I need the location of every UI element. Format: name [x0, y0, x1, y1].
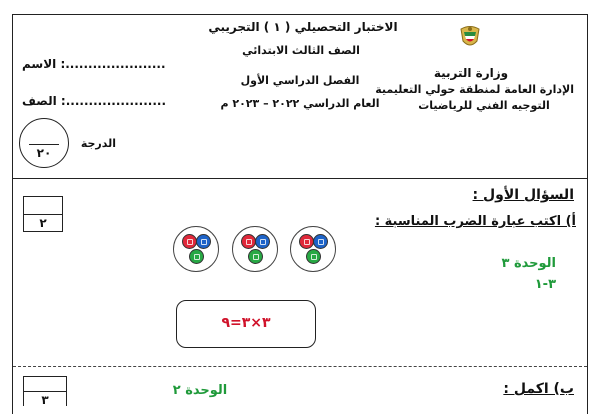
section-separator [13, 366, 587, 367]
school-year: العام الدراسي ٢٠٢٢ – ٢٠٢٣ م [220, 97, 380, 110]
grade-total: ٢٠ [36, 146, 52, 160]
grade-level: الصف الثالث الابتدائي [242, 44, 360, 57]
directorate-name: الإدارة العامة لمنطقة حولي التعليمية [375, 83, 574, 96]
score-box-part-b [23, 376, 67, 406]
dot-group-1 [290, 226, 336, 272]
unit-label-3: الوحدة ٣ [501, 256, 556, 271]
lesson-number: ٣-١ [534, 277, 556, 292]
unit-label-2: الوحدة ٢ [172, 383, 228, 398]
red-counter [299, 234, 314, 249]
question-1-title: السؤال الأول : [472, 187, 574, 203]
semester: الفصل الدراسي الأول [240, 74, 360, 87]
ministry-name: وزارة التربية [433, 66, 509, 80]
grade-circle [19, 118, 69, 168]
class-field[interactable]: الصف :...................... [22, 94, 166, 108]
blue-counter [313, 234, 328, 249]
green-counter [248, 249, 263, 264]
part-a-instruction: أ) اكتب عبارة الضرب المناسبة : [374, 214, 576, 229]
green-counter [306, 249, 321, 264]
score-box-part-a [23, 196, 63, 232]
header-separator [13, 178, 587, 179]
name-field[interactable]: الاسم :...................... [22, 57, 166, 71]
grade-fraction-line [29, 144, 59, 145]
score-part-b: ٣ [41, 393, 49, 407]
exam-title: الاختبار التحصيلي ( ١ ) التجريبي [208, 20, 398, 34]
dot-group-2 [232, 226, 278, 272]
red-counter [241, 234, 256, 249]
multiplication-answer: ٣×٣=٩ [221, 315, 271, 331]
grade-label: الدرجة [80, 137, 116, 150]
supervision-name: التوجيه الفني للرياضيات [418, 99, 550, 112]
score-part-a: ٢ [39, 216, 47, 230]
kuwait-emblem-icon [458, 25, 482, 51]
blue-counter [255, 234, 270, 249]
blue-counter [196, 234, 211, 249]
part-b-instruction: ب) اكمل : [503, 381, 574, 397]
red-counter [182, 234, 197, 249]
answer-box[interactable] [176, 300, 316, 348]
dot-group-3 [173, 226, 219, 272]
green-counter [189, 249, 204, 264]
